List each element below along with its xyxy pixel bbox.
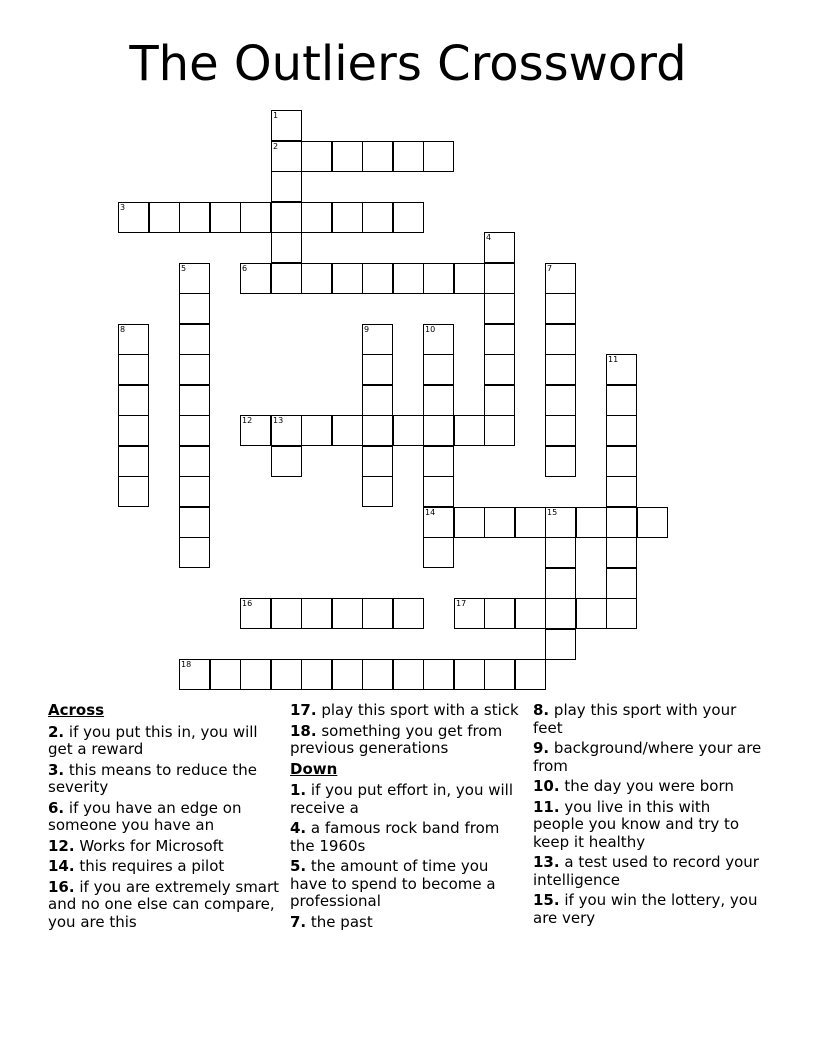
- crossword-cell[interactable]: [484, 659, 515, 690]
- crossword-cell[interactable]: [332, 141, 363, 172]
- crossword-cell[interactable]: [545, 415, 576, 446]
- crossword-cell[interactable]: [118, 324, 149, 355]
- crossword-cell[interactable]: [515, 598, 546, 629]
- crossword-cell[interactable]: [118, 446, 149, 477]
- crossword-cell[interactable]: [118, 202, 149, 233]
- crossword-cell[interactable]: [545, 263, 576, 294]
- crossword-cell[interactable]: [545, 537, 576, 568]
- crossword-cell[interactable]: [423, 476, 454, 507]
- clue-number: 9: [364, 325, 370, 334]
- crossword-cell[interactable]: [179, 324, 210, 355]
- crossword-cell[interactable]: [545, 507, 576, 538]
- crossword-cell[interactable]: [484, 232, 515, 263]
- crossword-cell[interactable]: [545, 629, 576, 660]
- crossword-cell[interactable]: [240, 263, 271, 294]
- across-heading: Across: [48, 701, 105, 719]
- crossword-cell[interactable]: [576, 507, 607, 538]
- crossword-cell[interactable]: [484, 507, 515, 538]
- clue-number: 5: [181, 264, 187, 273]
- crossword-cell[interactable]: [179, 293, 210, 324]
- crossword-cell[interactable]: [423, 324, 454, 355]
- crossword-cell[interactable]: [454, 507, 485, 538]
- clue-column-2: [290, 702, 522, 934]
- crossword-cell[interactable]: [179, 507, 210, 538]
- clue-number: 3: [120, 203, 126, 212]
- page-title: The Outliers Crossword: [129, 36, 687, 92]
- crossword-cell[interactable]: [423, 141, 454, 172]
- crossword-cell[interactable]: [271, 446, 302, 477]
- clue-across-17: 17. play this sport with a stick: [290, 701, 519, 719]
- clue-down-5: 5. the amount of time you have to spend to become a professional: [290, 857, 496, 910]
- crossword-cell[interactable]: [179, 385, 210, 416]
- crossword-cell[interactable]: [423, 415, 454, 446]
- crossword-cell[interactable]: [484, 415, 515, 446]
- clue-column-3: [533, 702, 765, 930]
- crossword-cell[interactable]: [179, 202, 210, 233]
- crossword-cell[interactable]: [484, 263, 515, 294]
- clue-down-8: 8. play this sport with your feet: [533, 701, 737, 737]
- crossword-cell[interactable]: [271, 202, 302, 233]
- crossword-cell[interactable]: [118, 476, 149, 507]
- crossword-cell[interactable]: [423, 537, 454, 568]
- crossword-cell[interactable]: [271, 171, 302, 202]
- crossword-cell[interactable]: [118, 385, 149, 416]
- crossword-cell[interactable]: [179, 446, 210, 477]
- clue-number: 6: [242, 264, 248, 273]
- crossword-cell[interactable]: [179, 263, 210, 294]
- crossword-cell[interactable]: [362, 354, 393, 385]
- crossword-cell[interactable]: [362, 476, 393, 507]
- clue-number: 8: [120, 325, 126, 334]
- crossword-cell[interactable]: [454, 415, 485, 446]
- clue-number: 18: [181, 660, 192, 669]
- crossword-cell[interactable]: [393, 263, 424, 294]
- crossword-cell[interactable]: [362, 598, 393, 629]
- clue-down-13: 13. a test used to record your intelligence: [533, 853, 759, 889]
- clue-across-16: 16. if you are extremely smart and no one else can compare, you are this: [48, 877, 280, 931]
- crossword-cell[interactable]: [393, 202, 424, 233]
- crossword-cell[interactable]: [393, 141, 424, 172]
- crossword-cell[interactable]: [118, 415, 149, 446]
- crossword-cell[interactable]: [576, 598, 607, 629]
- crossword-cell[interactable]: [210, 202, 241, 233]
- crossword-cell[interactable]: [362, 385, 393, 416]
- crossword-cell[interactable]: [179, 415, 210, 446]
- crossword-cell[interactable]: [362, 202, 393, 233]
- clue-down-7: 7. the past: [290, 912, 373, 931]
- crossword-cell[interactable]: [240, 202, 271, 233]
- crossword-cell[interactable]: [332, 202, 363, 233]
- crossword-cell[interactable]: [362, 659, 393, 690]
- crossword-cell[interactable]: [179, 354, 210, 385]
- crossword-cell[interactable]: [606, 354, 637, 385]
- crossword-cell[interactable]: [637, 507, 668, 538]
- clue-down-1: 1. if you put effort in, you will receive a: [290, 781, 514, 817]
- clue-down-4: 4. a famous rock band from the 1960s: [290, 819, 500, 855]
- clue-number: 17: [456, 599, 467, 608]
- crossword-cell[interactable]: [271, 141, 302, 172]
- clue-number: 10: [425, 325, 436, 334]
- clue-across-3: 3. this means to reduce the severity: [48, 760, 257, 796]
- crossword-cell[interactable]: [301, 415, 332, 446]
- crossword-cell[interactable]: [423, 385, 454, 416]
- crossword-cell[interactable]: [301, 263, 332, 294]
- clue-down-15: 15. if you win the lottery, you are very: [533, 891, 758, 927]
- crossword-cell[interactable]: [393, 659, 424, 690]
- clue-column-1: [48, 702, 280, 934]
- clue-across-6: 6. if you have an edge on someone you have an: [48, 798, 242, 834]
- crossword-cell[interactable]: [240, 659, 271, 690]
- crossword-cell[interactable]: [606, 446, 637, 477]
- crossword-cell[interactable]: [332, 659, 363, 690]
- crossword-cell[interactable]: [545, 293, 576, 324]
- crossword-cell[interactable]: [484, 598, 515, 629]
- crossword-cell[interactable]: [332, 415, 363, 446]
- clue-number: 4: [486, 233, 492, 242]
- crossword-cell[interactable]: [301, 659, 332, 690]
- clue-number: 15: [547, 508, 558, 517]
- crossword-cell[interactable]: [606, 476, 637, 507]
- crossword-cell[interactable]: [484, 354, 515, 385]
- clue-number: 12: [242, 416, 253, 425]
- crossword-cell[interactable]: [301, 202, 332, 233]
- crossword-cell[interactable]: [179, 659, 210, 690]
- crossword-cell[interactable]: [515, 659, 546, 690]
- crossword-cell[interactable]: [362, 263, 393, 294]
- crossword-cell[interactable]: [423, 263, 454, 294]
- clue-number: 14: [425, 508, 436, 517]
- crossword-cell[interactable]: [149, 202, 180, 233]
- clue-across-14: 14. this requires a pilot: [48, 857, 225, 875]
- crossword-cell[interactable]: [271, 232, 302, 263]
- crossword-cell[interactable]: [606, 568, 637, 599]
- clue-number: 16: [242, 599, 253, 608]
- crossword-cell[interactable]: [606, 598, 637, 629]
- down-heading: Down: [290, 759, 338, 778]
- crossword-cell[interactable]: [240, 598, 271, 629]
- clue-number: 13: [273, 416, 284, 425]
- crossword-cell[interactable]: [423, 354, 454, 385]
- crossword-cell[interactable]: [454, 659, 485, 690]
- crossword-cell[interactable]: [484, 293, 515, 324]
- clue-number: 11: [608, 355, 619, 364]
- crossword-cell[interactable]: [362, 324, 393, 355]
- crossword-cell[interactable]: [210, 659, 241, 690]
- crossword-cell[interactable]: [545, 568, 576, 599]
- crossword-cell[interactable]: [484, 385, 515, 416]
- crossword-cell[interactable]: [484, 324, 515, 355]
- crossword-cell[interactable]: [271, 598, 302, 629]
- clue-across-18: 18. something you get from previous generations: [290, 721, 503, 757]
- crossword-cell[interactable]: [606, 537, 637, 568]
- crossword-cell[interactable]: [179, 537, 210, 568]
- crossword-cell[interactable]: [332, 263, 363, 294]
- crossword-cell[interactable]: [423, 659, 454, 690]
- crossword-cell[interactable]: [606, 415, 637, 446]
- crossword-cell[interactable]: [515, 507, 546, 538]
- crossword-cell[interactable]: [362, 446, 393, 477]
- clue-down-10: 10. the day you were born: [533, 777, 734, 795]
- crossword-cell[interactable]: [393, 415, 424, 446]
- crossword-cell[interactable]: [545, 598, 576, 629]
- crossword-cell[interactable]: [362, 141, 393, 172]
- crossword-cell[interactable]: [454, 598, 485, 629]
- clue-across-2: 2. if you put this in, you will get a reward: [48, 722, 258, 758]
- clue-number: 1: [273, 111, 279, 120]
- clue-down-9: 9. background/where your are from: [533, 739, 762, 775]
- crossword-cell[interactable]: [362, 415, 393, 446]
- crossword-cell[interactable]: [118, 354, 149, 385]
- crossword-cell[interactable]: [332, 598, 363, 629]
- clue-number: 2: [273, 142, 279, 151]
- crossword-cell[interactable]: [606, 385, 637, 416]
- clue-across-12: 12. Works for Microsoft: [48, 836, 224, 855]
- crossword-cell[interactable]: [545, 354, 576, 385]
- crossword-cell[interactable]: [271, 110, 302, 141]
- crossword-cell[interactable]: [271, 415, 302, 446]
- crossword-cell[interactable]: [545, 324, 576, 355]
- crossword-cell[interactable]: [545, 385, 576, 416]
- crossword-cell[interactable]: [545, 446, 576, 477]
- crossword-cell[interactable]: [179, 476, 210, 507]
- crossword-cell[interactable]: [606, 507, 637, 538]
- crossword-cell[interactable]: [240, 415, 271, 446]
- crossword-cell[interactable]: [301, 141, 332, 172]
- crossword-cell[interactable]: [423, 446, 454, 477]
- crossword-cell[interactable]: [454, 263, 485, 294]
- crossword-cell[interactable]: [393, 598, 424, 629]
- crossword-cell[interactable]: [423, 507, 454, 538]
- crossword-cell[interactable]: [301, 598, 332, 629]
- clue-down-11: 11. you live in this with people you know and try to keep it healthy: [533, 797, 740, 851]
- crossword-cell[interactable]: [271, 263, 302, 294]
- crossword-cell[interactable]: [271, 659, 302, 690]
- clue-number: 7: [547, 264, 553, 273]
